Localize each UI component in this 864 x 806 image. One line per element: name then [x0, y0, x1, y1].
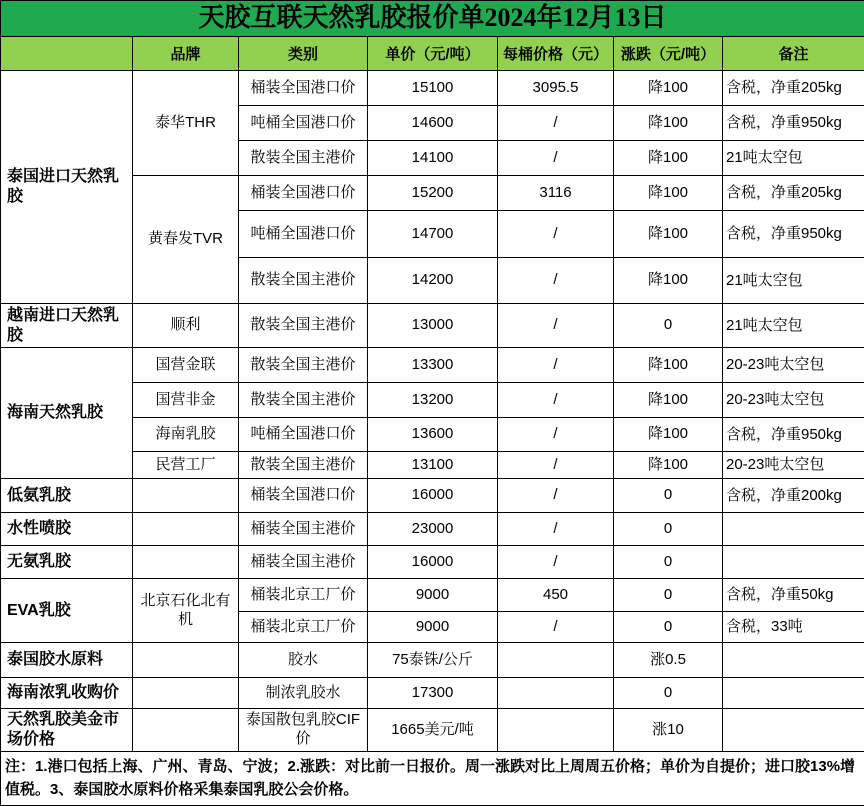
price-cell: 13300: [368, 348, 498, 383]
barrel-price-cell: /: [498, 211, 614, 258]
note-cell: 含税，净重950kg: [723, 106, 864, 141]
type-cell: 桶装全国港口价: [239, 176, 368, 211]
barrel-price-cell: /: [498, 612, 614, 643]
change-cell: 降100: [614, 211, 723, 258]
change-cell: 降100: [614, 176, 723, 211]
header-type: 类别: [239, 37, 368, 71]
note-cell: [723, 643, 864, 678]
note-cell: 20-23吨太空包: [723, 348, 864, 383]
note-cell: 20-23吨太空包: [723, 452, 864, 479]
note-cell: 21吨太空包: [723, 258, 864, 304]
barrel-price-cell: /: [498, 141, 614, 176]
page-title: 天胶互联天然乳胶报价单2024年12月13日: [1, 1, 864, 37]
price-cell: 23000: [368, 513, 498, 546]
barrel-price-cell: 450: [498, 579, 614, 612]
type-cell: 散装全国主港价: [239, 304, 368, 348]
note-cell: 含税，净重950kg: [723, 211, 864, 258]
type-cell: 桶装北京工厂价: [239, 612, 368, 643]
price-cell: 15200: [368, 176, 498, 211]
change-cell: 降100: [614, 418, 723, 452]
brand-cell: 国营金联: [133, 348, 239, 383]
barrel-price-cell: /: [498, 348, 614, 383]
brand-cell: 国营非金: [133, 383, 239, 418]
brand-cell: [133, 513, 239, 546]
barrel-price-cell: /: [498, 452, 614, 479]
barrel-price-cell: /: [498, 546, 614, 579]
note-cell: [723, 709, 864, 752]
type-cell: 散装全国主港价: [239, 348, 368, 383]
type-cell: 胶水: [239, 643, 368, 678]
type-cell: 散装全国主港价: [239, 258, 368, 304]
note-cell: [723, 513, 864, 546]
table-row: [1, 304, 864, 348]
price-cell: 9000: [368, 612, 498, 643]
note-cell: 21吨太空包: [723, 141, 864, 176]
price-cell: 13100: [368, 452, 498, 479]
brand-cell: 泰华THR: [133, 71, 239, 176]
category-cell: 水性喷胶: [1, 513, 133, 546]
note-cell: [723, 678, 864, 709]
type-cell: 泰国散包乳胶CIF价: [239, 709, 368, 752]
type-cell: 桶装全国主港价: [239, 546, 368, 579]
barrel-price-cell: [498, 709, 614, 752]
price-cell: 14700: [368, 211, 498, 258]
table-row: [1, 348, 864, 383]
type-cell: 吨桶全国港口价: [239, 106, 368, 141]
change-cell: 0: [614, 479, 723, 513]
category-cell: 天然乳胶美金市场价格: [1, 709, 133, 752]
price-cell: 13600: [368, 418, 498, 452]
change-cell: 0: [614, 678, 723, 709]
change-cell: 降100: [614, 106, 723, 141]
change-cell: 降100: [614, 348, 723, 383]
barrel-price-cell: /: [498, 513, 614, 546]
note-cell: 含税，净重50kg: [723, 579, 864, 612]
change-cell: 降100: [614, 71, 723, 106]
category-cell: 泰国胶水原料: [1, 643, 133, 678]
change-cell: 降100: [614, 258, 723, 304]
brand-cell: [133, 709, 239, 752]
change-cell: 0: [614, 513, 723, 546]
type-cell: 散装全国主港价: [239, 383, 368, 418]
price-cell: 14600: [368, 106, 498, 141]
title-row: [1, 1, 864, 37]
table-row: [1, 479, 864, 513]
header-change: 涨跌（元/吨）: [614, 37, 723, 71]
footnote: 注：1.港口包括上海、广州、青岛、宁波；2.涨跌：对比前一日报价。周一涨跌对比上周周五价格；单价为自提价；进口胶13%增值税。3、泰国胶水原料价格采集泰国乳胶公会价格。: [1, 752, 864, 806]
price-cell: 9000: [368, 579, 498, 612]
type-cell: 散装全国主港价: [239, 141, 368, 176]
note-cell: 含税，净重950kg: [723, 418, 864, 452]
note-cell: 含税，净重205kg: [723, 176, 864, 211]
type-cell: 吨桶全国港口价: [239, 418, 368, 452]
type-cell: 桶装全国港口价: [239, 71, 368, 106]
note-cell: 21吨太空包: [723, 304, 864, 348]
category-cell: 低氨乳胶: [1, 479, 133, 513]
price-cell: 14100: [368, 141, 498, 176]
change-cell: 降100: [614, 452, 723, 479]
price-cell: 16000: [368, 546, 498, 579]
type-cell: 制浓乳胶水: [239, 678, 368, 709]
brand-cell: [133, 678, 239, 709]
header-category: [1, 37, 133, 71]
price-cell: 75泰铢/公斤: [368, 643, 498, 678]
price-cell: 17300: [368, 678, 498, 709]
brand-cell: [133, 643, 239, 678]
table-row: [1, 678, 864, 709]
category-cell: 海南天然乳胶: [1, 348, 133, 479]
price-cell: 13200: [368, 383, 498, 418]
category-cell: 无氨乳胶: [1, 546, 133, 579]
barrel-price-cell: /: [498, 418, 614, 452]
price-cell: 16000: [368, 479, 498, 513]
barrel-price-cell: /: [498, 258, 614, 304]
barrel-price-cell: [498, 643, 614, 678]
change-cell: 0: [614, 546, 723, 579]
barrel-price-cell: /: [498, 106, 614, 141]
brand-cell: [133, 479, 239, 513]
change-cell: 0: [614, 304, 723, 348]
price-cell: 14200: [368, 258, 498, 304]
header-brand: 品牌: [133, 37, 239, 71]
barrel-price-cell: [498, 678, 614, 709]
brand-cell: 民营工厂: [133, 452, 239, 479]
category-cell: 海南浓乳收购价: [1, 678, 133, 709]
type-cell: 吨桶全国港口价: [239, 211, 368, 258]
brand-cell: 黄春发TVR: [133, 176, 239, 304]
table-row: [1, 513, 864, 546]
change-cell: 0: [614, 579, 723, 612]
brand-cell: [133, 546, 239, 579]
note-cell: 含税，33吨: [723, 612, 864, 643]
header-barrel-price: 每桶价格（元）: [498, 37, 614, 71]
barrel-price-cell: 3116: [498, 176, 614, 211]
change-cell: 涨0.5: [614, 643, 723, 678]
type-cell: 桶装北京工厂价: [239, 579, 368, 612]
type-cell: 桶装全国主港价: [239, 513, 368, 546]
barrel-price-cell: /: [498, 383, 614, 418]
change-cell: 降100: [614, 141, 723, 176]
footnote-row: [1, 752, 864, 806]
change-cell: 0: [614, 612, 723, 643]
price-cell: 15100: [368, 71, 498, 106]
type-cell: 桶装全国港口价: [239, 479, 368, 513]
barrel-price-cell: /: [498, 304, 614, 348]
category-cell: EVA乳胶: [1, 579, 133, 643]
table-row: [1, 709, 864, 752]
header-row: [1, 37, 864, 71]
note-cell: 含税，净重200kg: [723, 479, 864, 513]
price-cell: 13000: [368, 304, 498, 348]
note-cell: 含税，净重205kg: [723, 71, 864, 106]
header-note: 备注: [723, 37, 864, 71]
change-cell: 降100: [614, 383, 723, 418]
brand-cell: 北京石化北有机: [133, 579, 239, 643]
barrel-price-cell: 3095.5: [498, 71, 614, 106]
table-row: [1, 579, 864, 612]
change-cell: 涨10: [614, 709, 723, 752]
brand-cell: 顺利: [133, 304, 239, 348]
brand-cell: 海南乳胶: [133, 418, 239, 452]
category-cell: 泰国进口天然乳胶: [1, 71, 133, 304]
table-row: [1, 71, 864, 106]
note-cell: [723, 546, 864, 579]
category-cell: 越南进口天然乳胶: [1, 304, 133, 348]
note-cell: 20-23吨太空包: [723, 383, 864, 418]
table-row: [1, 643, 864, 678]
table-row: [1, 546, 864, 579]
type-cell: 散装全国主港价: [239, 452, 368, 479]
price-cell: 1665美元/吨: [368, 709, 498, 752]
barrel-price-cell: /: [498, 479, 614, 513]
header-unit-price: 单价（元/吨）: [368, 37, 498, 71]
